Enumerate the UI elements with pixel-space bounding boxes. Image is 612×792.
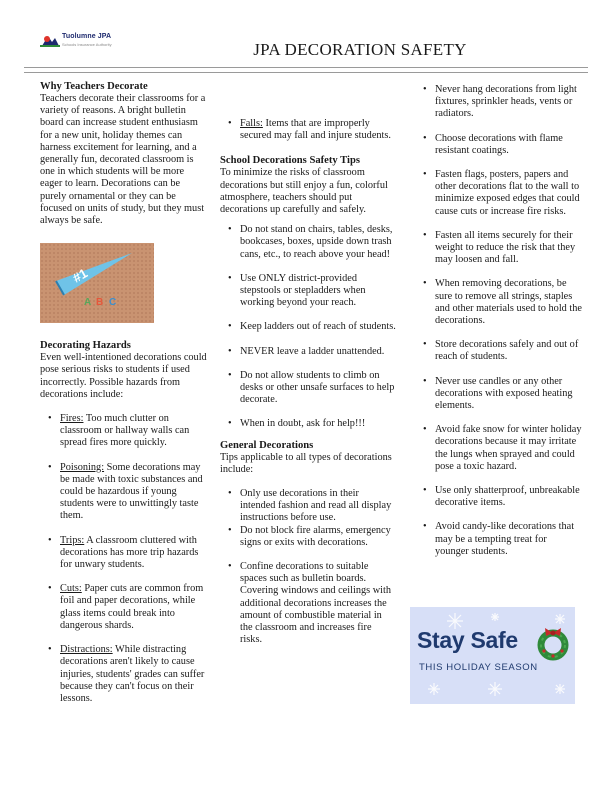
hazard-text: Paper cuts are common from foil and paper decorations, while glass items could break into dangerous shards. <box>60 583 204 631</box>
general-item: • Only use decorations in their intended fashion and read all display instructions before use. <box>220 488 396 525</box>
hazard-item-cuts <box>40 583 208 632</box>
column-3 <box>415 80 583 558</box>
jpa-logo <box>40 32 160 54</box>
logo-subtitle: Schools Insurance Authority <box>62 42 112 47</box>
hazard-term: Poisoning: <box>60 461 105 473</box>
logo-icon <box>40 32 60 48</box>
header-divider-bottom <box>24 72 588 73</box>
hazard-item-trips <box>40 535 208 572</box>
pennant-icon <box>40 243 154 303</box>
why-heading: Why Teachers Decorate <box>40 81 148 92</box>
hazards-heading: Decorating Hazards <box>40 340 131 352</box>
general-intro: Tips applicable to all types of decorations include: <box>220 451 392 475</box>
hazard-term: Cuts: <box>60 583 82 595</box>
hazard-term: Falls: <box>240 118 263 129</box>
general-item: • Choose decorations with flame resistant coatings. <box>415 133 583 157</box>
general-item: • Avoid fake snow for winter holiday decorations because it may irritate the lungs when sprayed and could pose a toxic hazard. <box>415 424 583 473</box>
header-divider-top <box>24 67 588 68</box>
hazard-term: Trips: <box>60 534 85 546</box>
school-tip-item: • NEVER leave a ladder unattended. <box>220 346 396 358</box>
general-item: • Store decorations safely and out of reach of students. <box>415 339 583 363</box>
general-list-continued <box>415 84 583 558</box>
general-heading: General Decorations <box>220 439 314 451</box>
hazard-text: A classroom cluttered with decorations has more trip hazards for unwary students. <box>60 534 199 571</box>
general-item: • Do not block fire alarms, emergency signs or exits with decorations. <box>220 525 396 549</box>
school-tip-item: • Use ONLY district-provided stepstools or stepladders when working beyond your reach. <box>220 273 396 310</box>
general-list <box>220 488 396 646</box>
general-item: • Never use candles or any other decorations with exposed heating elements. <box>415 376 583 413</box>
why-body: Teachers decorate their classrooms for a variety of reasons. A bright bulletin board can increase student enthusiasm for a new unit, holiday themes can harness excitement for learning, and a generally fun, decorated classroom is one in which students will be more eager to learn. Decorations can be purely ornamental or they can be focused on units of study, but they must always be safe. <box>40 93 206 227</box>
column-2 <box>220 80 396 647</box>
letter-c: C <box>109 297 117 309</box>
hazards-list-continued <box>220 118 396 142</box>
hazard-term: Distractions: <box>60 644 113 656</box>
school-tip-item: • Do not stand on chairs, tables, desks, bookcases, boxes, upside down trash cans, etc., to reach above your head! <box>220 224 396 261</box>
school-tip-item: • Do not allow students to climb on desks or other unsafe surfaces to help decorate. <box>220 370 396 407</box>
hazard-text: While distracting decorations aren't likely to cause injuries, students' grades can suffer because they can't focus on their lessons. <box>60 644 205 704</box>
general-item: • Confine decorations to suitable spaces such as bulletin boards. Covering windows and ceilings with additional decorations increases the amount of combustible material in the classroom and increases fire risks. <box>220 561 396 646</box>
school-tip-item: • Keep ladders out of reach of students. <box>220 321 396 333</box>
hazard-text: Too much clutter on classroom or hallway walls can spread fires more quickly. <box>60 413 190 449</box>
school-tips-heading: School Decorations Safety Tips <box>220 155 360 167</box>
school-tip-item: • When in doubt, ask for help!!! <box>220 418 396 430</box>
pennant-image <box>40 243 154 323</box>
hazard-item-distractions <box>40 644 208 705</box>
wreath-icon <box>533 623 573 663</box>
hazard-item-fires <box>40 413 208 450</box>
general-item: • Fasten flags, posters, papers and other decorations flat to the wall to minimize exposed edges that could cause cuts or increase fire risks. <box>415 169 583 218</box>
general-item: • When removing decorations, be sure to remove all strings, staples and other materials used to hold the decorations. <box>415 278 583 327</box>
general-item: • Avoid candy-like decorations that may be a tempting treat for younger students. <box>415 521 583 558</box>
school-tips-list <box>220 224 396 430</box>
pennant-text: #1 <box>70 265 91 286</box>
stay-safe-banner <box>410 607 575 704</box>
letter-b: B <box>96 297 104 309</box>
column-1 <box>40 80 208 705</box>
letter-a: A <box>84 297 92 309</box>
hazards-list <box>40 413 208 705</box>
hazard-item-poisoning <box>40 462 208 523</box>
logo-name: Tuolumne JPA <box>62 33 112 40</box>
hazards-intro: Even well-intentioned decorations could pose serious risks to students if used incorrectly. Possible hazards from decorations include: <box>40 352 207 400</box>
hazard-text: Items that are improperly secured may fall and injure students. <box>240 118 391 142</box>
general-item: • Use only shatterproof, unbreakable decorative items. <box>415 485 583 509</box>
hazard-item-falls <box>220 118 396 142</box>
stay-safe-subtitle: THIS HOLIDAY SEASON <box>419 662 538 673</box>
hazard-text: Some decorations may be made with toxic substances and could be hazardous if young students were to unwittingly taste them. <box>60 461 203 522</box>
general-item: • Fasten all items securely for their weight to reduce the risk that they may loosen and fall. <box>415 230 583 267</box>
hazard-term: Fires: <box>60 413 84 425</box>
general-item: • Never hang decorations from light fixtures, sprinkler heads, vents or radiators. <box>415 84 583 121</box>
stay-safe-title: Stay Safe <box>417 627 518 653</box>
school-tips-intro: To minimize the risks of classroom decorations but still enjoy a fun, colorful atmosphere, teachers should put decorations up carefully and safely. <box>220 167 388 216</box>
page-title: JPA DECORATION SAFETY <box>253 40 467 59</box>
